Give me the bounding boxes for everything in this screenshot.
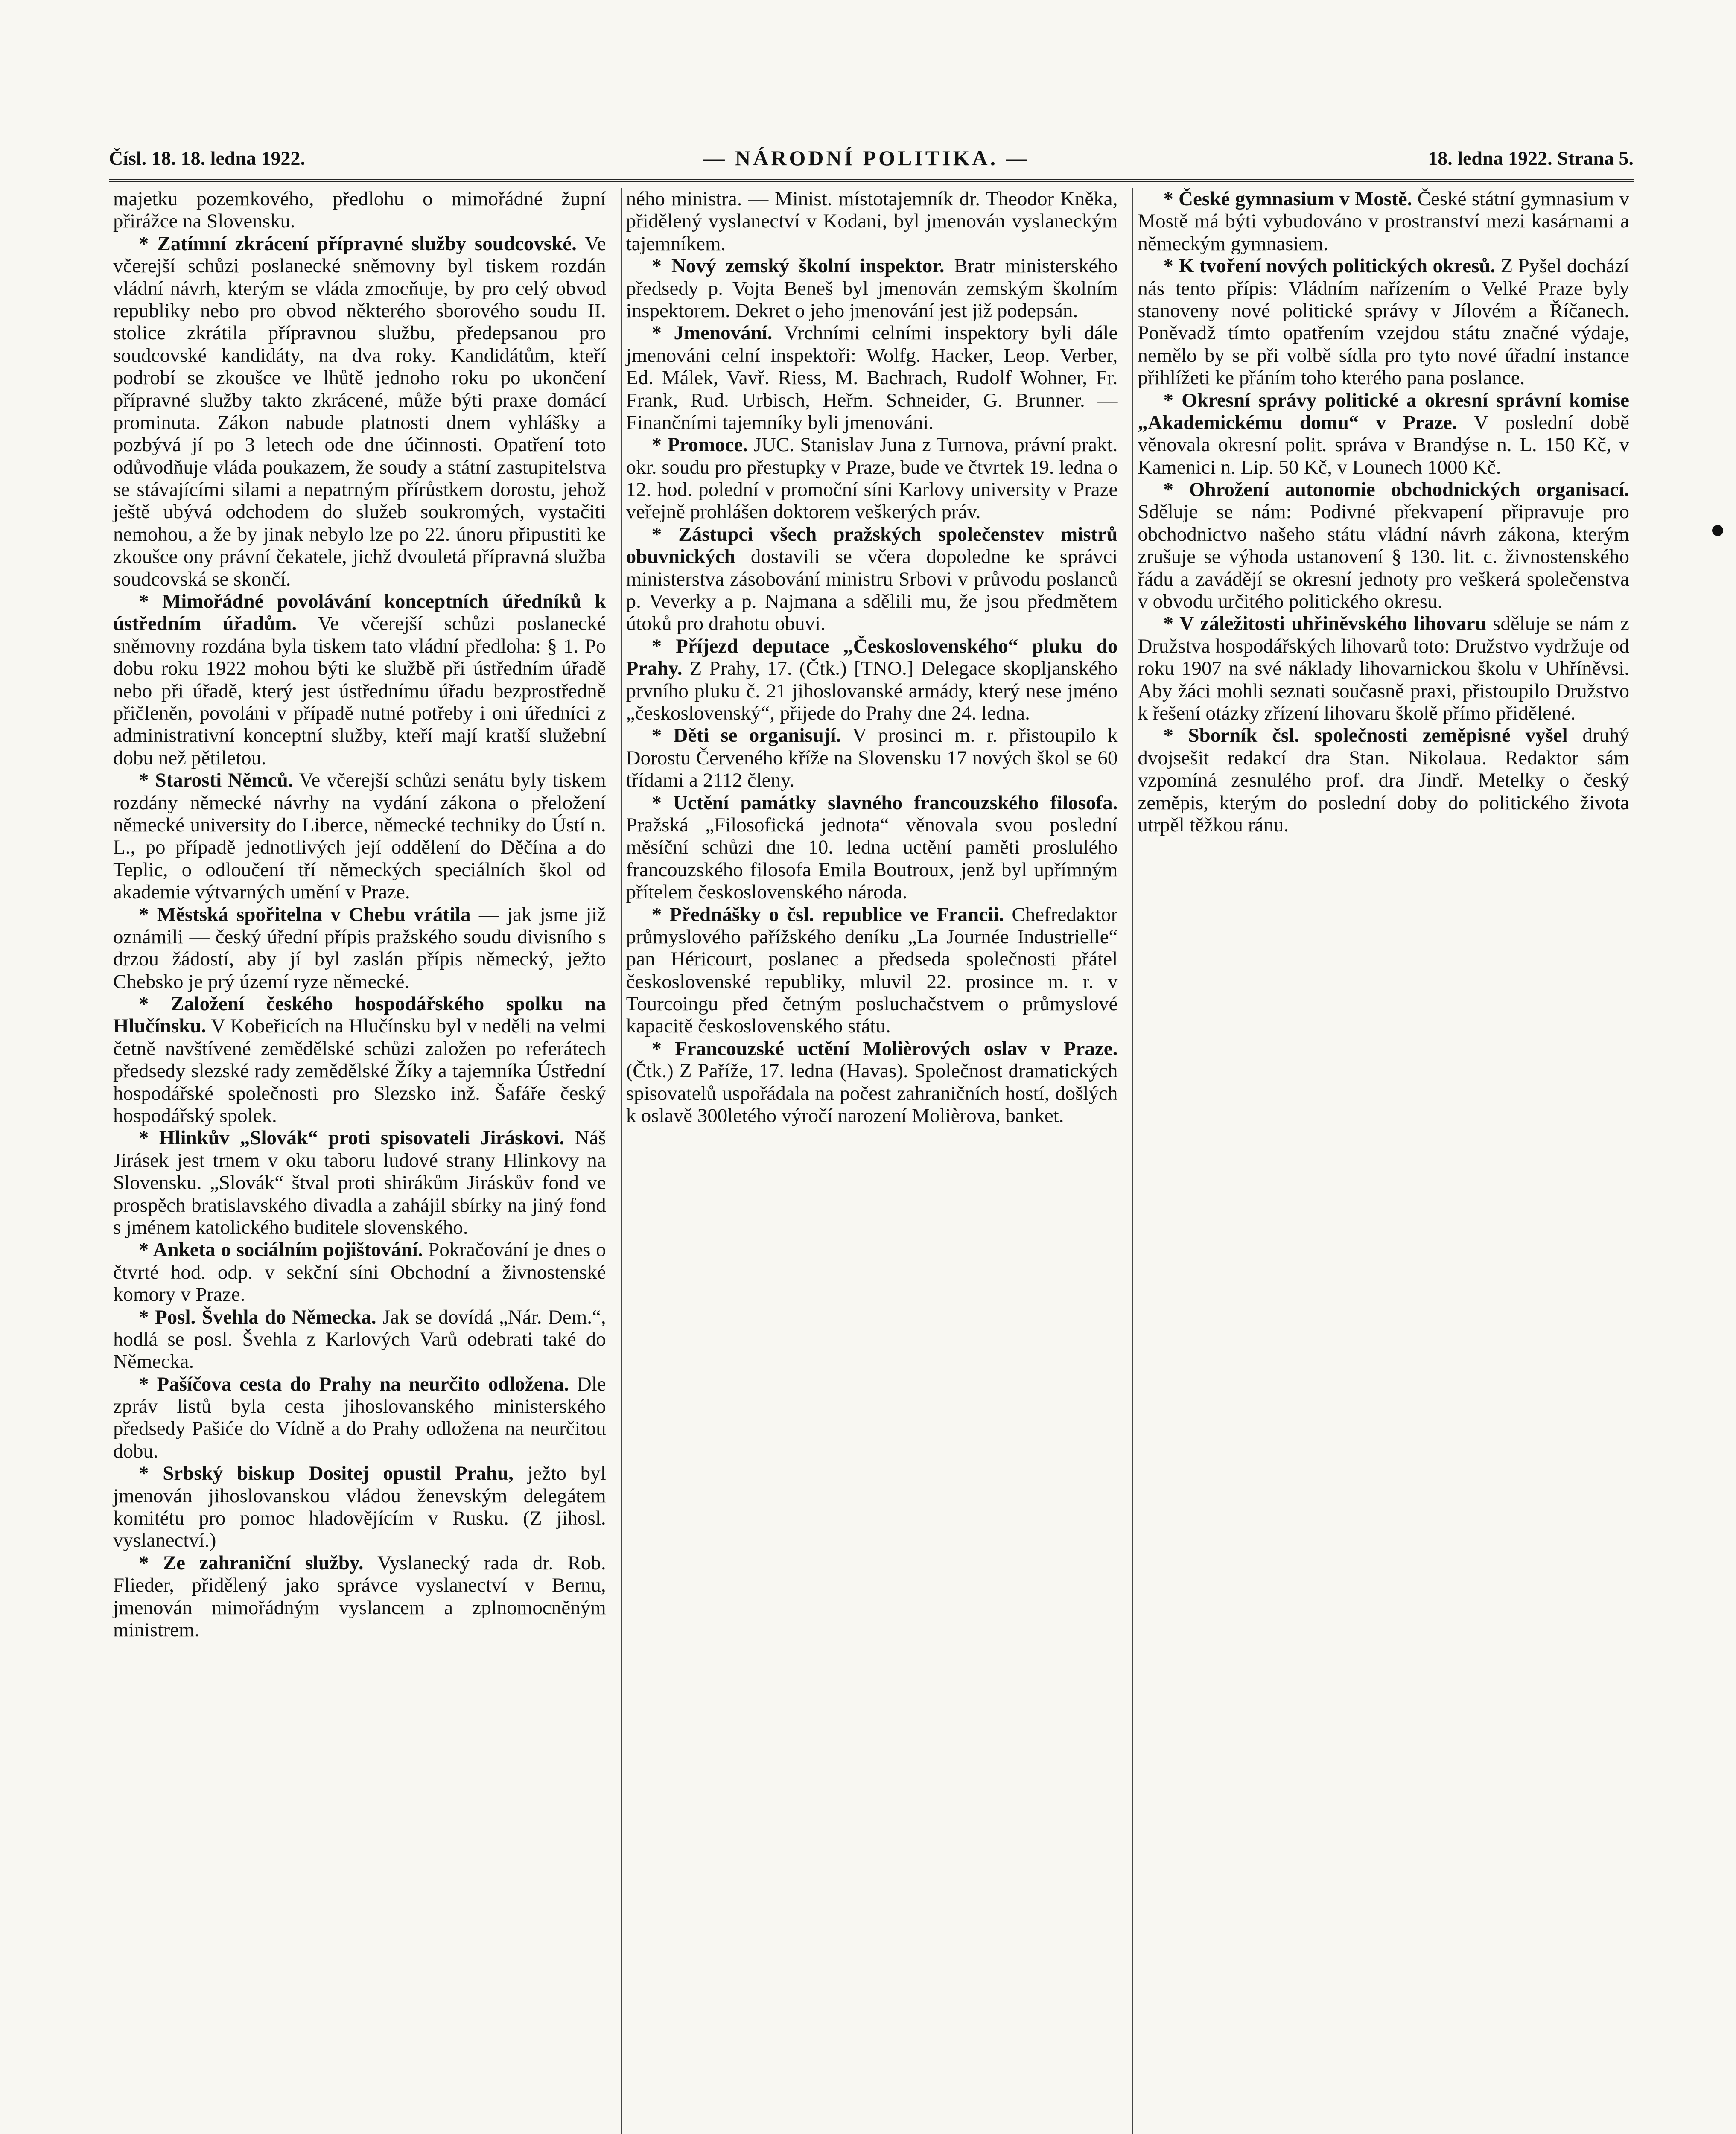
masthead-title: — NÁRODNÍ POLITIKA. —	[703, 146, 1030, 170]
news-item-body: majetku pozemkového, předlohu o mimořádné župní přirážce na Slovensku.	[113, 188, 606, 233]
news-item-body: Náš Jirásek jest trnem v oku taboru ludové strany Hlinkovy na Slovensku. „Slovák“ štval proti shirákům Jiráskův fond ve prospěch bratislavského divadla a zahájil sbírky na jiný fond s jménem katolického buditele slovenského.	[113, 1127, 606, 1239]
news-item-body: V poslední době věnovala okresní polit. správa v Brandýse n. L. 150 Kč, v Kamenici n. Lip. 50 Kč, v Lounech 1000 Kč.	[1138, 411, 1629, 478]
news-item-heading: * Starosti Němců.	[139, 769, 293, 792]
news-item-heading: * V záležitosti uhřiněvského lihovaru	[1163, 612, 1486, 635]
news-item	[113, 769, 606, 903]
news-item	[113, 1239, 606, 1306]
news-item-heading: * Ohrožení autonomie obchodnických organisací.	[1163, 478, 1629, 501]
news-item	[113, 993, 606, 1127]
news-item-body: Chefredaktor průmyslového pařížského deníku „La Journée Industrielle“ pan Héricourt, poslanec a předseda společnosti přátel československé republiky, mluvil 22. prosince m. r. v Tourcoingu před četným posluchačstvem o průmyslové kapacitě československého státu.	[626, 903, 1118, 1038]
news-item-heading: * Sborník čsl. společnosti zeměpisné vyšel	[1163, 724, 1568, 747]
news-item	[113, 1127, 606, 1239]
news-item-heading: * Zatímní zkrácení přípravné služby soudcovské.	[139, 232, 577, 255]
news-item-body: Dle zpráv listů byla cesta jihoslovanského ministerského předsedy Pašiće do Vídně a do Prahy odložena na neurčitou dobu.	[113, 1373, 606, 1462]
news-item	[626, 523, 1118, 635]
news-item-body: sděluje se nám z Družstva hospodářských lihovarů toto: Družstvo vydržuje od roku 1907 na své náklady lihovarnickou školu v Uhříněvsi. Aby žáci mohli seznati současně praxi, přistoupilo Družstvo k řešení otázky zřízení lihovaru školě přímo přidělené.	[1138, 612, 1629, 724]
news-item-body: Vrchními celními inspektory byli dále jmenováni celní inspektoři: Wolfg. Hacker, Leop. Verber, Ed. Málek, Vavř. Riess, M. Bachrach, Rudolf Wohner, Fr. Frank, Rud. Urbisch, Heřm. Schneider, G. Brunner. — Finančními tajemníky byli jmenováni.	[626, 322, 1118, 434]
news-item-heading: * Uctění památky slavného francouzského filosofa.	[651, 791, 1118, 814]
news-item	[1138, 389, 1629, 479]
news-item	[1138, 188, 1629, 255]
news-item-body: V Kobeřicích na Hlučínsku byl v neděli na velmi četně navštívené zemědělské schůzi založen po referátech předsedy slezské rady zemědělské Žíky a tajemníka Ústřední hospodářské společnosti pro Slezsko inž. Šafáře český hospodářský spolek.	[113, 1015, 606, 1127]
news-item-body: Jak se dovídá „Nár. Dem.“, hodlá se posl. Švehla z Karlových Varů odebrati také do Německa.	[113, 1306, 606, 1373]
news-item	[626, 635, 1118, 725]
news-item	[626, 904, 1118, 1038]
news-item-body: Ve včerejší schůzi poslanecké sněmovny byl tiskem rozdán vládní návrh, kterým se vláda zmocňuje, by pro celý obvod republiky nebo pro obvod některého sborového soudu II. stolice zkrátila přípravnou službu, předepsanou pro soudcovské kandidáty, na dva roky. Kandidátům, kteří podrobí se zkoušce ve lhůtě jednoho roku po ukončení přípravné služby takto zkrácené, může býti praxe domácí prominuta. Zákon nabude platnosti dnem vyhlášky a pozbývá jí po 3 letech ode dne účinnosti. Opatření toto odůvodňuje vláda poukazem, že soudy a státní zastupitelstva se stávajícími silami a nepatrným přírůstkem dorostu, jehož ještě ubývá odchodem do služeb soukromých, vystačiti nemohou, a že by jinak nebylo lze po 22. únoru připustiti ke zkoušce ony právní čekatele, jichž dvouletá přípravná služba soudcovská se skončí.	[113, 232, 606, 590]
news-item-body: Pokračování je dnes o čtvrté hod. odp. v sekční síni Obchodní a živnostenské komory v Praze.	[113, 1239, 606, 1306]
news-item-heading: * Pašíčova cesta do Prahy na neurčito odložena.	[139, 1373, 569, 1395]
news-item	[626, 434, 1118, 523]
news-item-body: V prosinci m. r. přistoupilo k Dorostu Červeného kříže na Slovensku 17 nových škol se 60 třídami a 2112 členy.	[626, 724, 1118, 792]
news-item-heading: * Okresní správy politické a okresní správní komise „Akademickému domu“ v Praze.	[1138, 389, 1629, 434]
continued-text	[626, 188, 1118, 255]
news-item-body: České státní gymnasium v Mostě má býti vybudováno v prostranství mezi kasárnami a německým gymnasiem.	[1138, 188, 1629, 255]
news-item-heading: * Založení českého hospodářského spolku na Hlučínsku.	[113, 993, 606, 1038]
news-item-heading: * Francouzské uctění Molièrových oslav v Praze.	[651, 1037, 1118, 1060]
news-item-heading: * Srbský biskup Dositej opustil Prahu,	[139, 1462, 514, 1485]
header-page-number: 18. ledna 1922. Strana 5.	[1428, 147, 1634, 169]
news-item-heading: * Promoce.	[651, 434, 748, 456]
news-item-body: Z Pyšel dochází nás tento přípis: Vládním nařízením o Velké Praze byly stanoveny nové politické správy v Jílovém a Říčanech. Poněvadž tímto opatřením vzejdou státu značné výdaje, nemělo by se při volbě sídla pro tyto nové úřadní instance přihlížeti ke přáním toho kterého pana poslance.	[1138, 255, 1629, 389]
news-item-heading: * Děti se organisují.	[651, 724, 841, 747]
punch-hole-mark	[1712, 525, 1723, 536]
news-item-body: druhý dvojsešit redakcí dra Stan. Nikolaua. Redaktor sám vzpomíná zesnulého prof. dra Jindř. Metelky o český zeměpis, kterým do poslední doby do politického života utrpěl těžkou ránu.	[1138, 724, 1629, 836]
news-item-body: dostavili se včera dopoledne ke správci ministerstva zásobování ministru Srbovi v průvodu poslanců p. Veverky a p. Najmana a sdělili mu, že jsou předmětem útoků pro drahotu obuvi.	[626, 545, 1118, 635]
news-item-heading: * Nový zemský školní inspektor.	[651, 255, 945, 277]
news-item-body: Vyslanecký rada dr. Rob. Flieder, přidělený jako správce vyslanectví v Bernu, jmenován mimořádným vyslancem a zplnomocněným ministrem.	[113, 1551, 606, 1641]
news-item-heading: * Zástupci všech pražských společenstev mistrů obuvnických	[626, 523, 1118, 568]
news-item-body: Z Prahy, 17. (Čtk.) [TNO.] Delegace skopljanského prvního pluku č. 21 jihoslovanské armády, který nese jméno „československý“, přijede do Prahy dne 24. ledna.	[626, 657, 1118, 724]
news-item-body: Ve včerejší schůzi senátu byly tiskem rozdány německé návrhy na vydání zákona o přeložení německé university do Liberce, německé techniky do Ústí n. L., po případě jednotlivých její oddělení do Děčína a do Teplic, o odloučení tří německých speciálních škol od akademie výtvarných umění v Praze.	[113, 769, 606, 904]
news-item-body: (Čtk.) Z Paříže, 17. ledna (Havas). Společnost dramatických spisovatelů uspořádala na počest zahraničních hostí, došlých k oslavě 300letého výročí narození Molièrova, banket.	[626, 1060, 1118, 1127]
news-item	[626, 792, 1118, 904]
news-item	[1138, 255, 1629, 389]
news-item-heading: * Příjezd deputace „Československého“ pluku do Prahy.	[626, 635, 1118, 680]
column-middle	[621, 188, 1122, 2134]
news-item	[113, 233, 606, 590]
news-item	[113, 590, 606, 769]
news-item	[626, 1038, 1118, 1127]
article-columns	[109, 188, 1634, 2134]
news-item	[113, 904, 606, 993]
news-item	[113, 1552, 606, 1641]
header-issue-date: Čísl. 18. 18. ledna 1922.	[109, 147, 306, 169]
news-item-body: ježto byl jmenován jihoslovanskou vládou ženevským delegátem komitétu pro pomoc hladovějícím v Rusku. (Z jihosl. vyslanectví.)	[113, 1462, 606, 1552]
news-item-body: ného ministra. — Minist. místotajemník dr. Theodor Kněka, přidělený vyslanectví v Kodani, byl jmenován vyslaneckým tajemníkem.	[626, 188, 1118, 255]
news-item-heading: * Posl. Švehla do Německa.	[139, 1306, 376, 1328]
news-item-heading: * Hlinkův „Slovák“ proti spisovateli Jiráskovi.	[139, 1127, 565, 1149]
page-header	[109, 141, 1634, 175]
news-item	[113, 1462, 606, 1552]
news-item	[626, 255, 1118, 322]
news-item-body: Bratr ministerského předsedy p. Vojta Beneš byl jmenován zemským školním inspektorem. Dekret o jeho jmenování jest již podepsán.	[626, 255, 1118, 322]
news-item-body: Ve včerejší schůzi poslanecké sněmovny rozdána byla tiskem tato vládní předloha: § 1. Po dobu roku 1922 mohou býti ke službě při ústředním úřadě nebo při úřadě, který jest ústřednímu úřadu bezprostředně přičleněn, povoláni v případě nutné potřeby i oni úředníci z administrativní konceptní služby, kteří mají kratší služební dobu než pětiletou.	[113, 612, 606, 769]
news-item	[1138, 612, 1629, 724]
news-item-heading: * České gymnasium v Mostě.	[1163, 188, 1412, 210]
news-item	[1138, 478, 1629, 612]
news-item	[113, 1373, 606, 1463]
news-item-body: — jak jsme již oznámili — český úřední přípis pražského soudu divisního s drzou žádostí, aby jí byl zaslán přípis německý, ježto Chebsko je prý území ryze německé.	[113, 903, 606, 993]
news-item	[113, 1306, 606, 1373]
news-item-heading: * K tvoření nových politických okresů.	[1163, 255, 1496, 277]
news-item-heading: * Jmenování.	[651, 322, 773, 344]
news-item	[626, 724, 1118, 791]
news-item-body: Sděluje se nám: Podivné překvapení připravuje pro obchodnictvo našeho státu vládní návrh zákona, kterým zrušuje se výhoda ustanovení § 130. lit. c. živnostenského řádu a zavádějí se okresní jednoty pro veškerá společenstva v obvodu určitého politického okresu.	[1138, 501, 1629, 613]
news-item-heading: * Anketa o sociálním pojištování.	[139, 1239, 423, 1261]
news-item-heading: * Ze zahraniční služby.	[139, 1551, 364, 1574]
news-item-heading: * Mimořádné povolávání konceptních úředníků k ústředním úřadům.	[113, 590, 606, 635]
news-item	[1138, 724, 1629, 836]
header-rule	[109, 179, 1634, 182]
news-item	[626, 322, 1118, 434]
news-item-heading: * Přednášky o čsl. republice ve Francii.	[651, 903, 1004, 926]
continued-text	[113, 188, 606, 233]
news-item-body: Pražská „Filosofická jednota“ věnovala svou poslední měsíční schůzi dne 10. ledna uctění paměti proslulého francouzského filosofa Emila Boutroux, jenž byl upřímným přítelem československého národa.	[626, 813, 1118, 904]
column-right	[1132, 188, 1634, 2134]
column-left	[109, 188, 610, 2134]
news-item-body: JUC. Stanislav Juna z Turnova, právní prakt. okr. soudu pro přestupky v Praze, bude ve čtvrtek 19. ledna o 12. hod. polední v promoční síni Karlovy university v Praze veřejně prohlášen doktorem veškerých práv.	[626, 434, 1118, 523]
news-item-heading: * Městská spořitelna v Chebu vrátila	[139, 903, 471, 926]
